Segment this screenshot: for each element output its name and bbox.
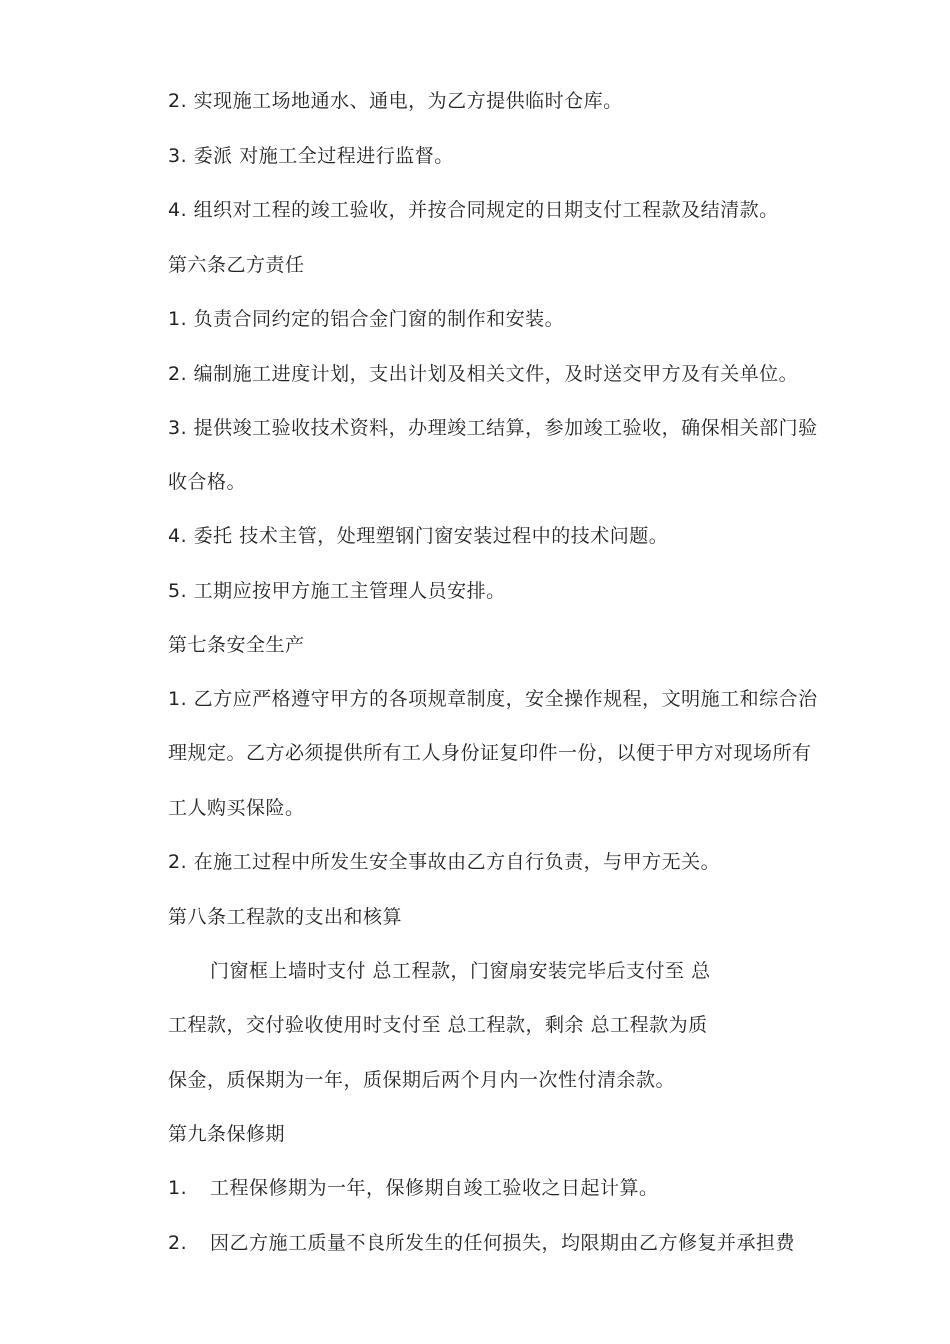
clause-7-heading: 第七条安全生产 — [168, 634, 305, 656]
clause-8-paragraph-line-2: 工程款，交付验收使用时支付至 总工程款，剩余 总工程款为质 — [168, 1014, 708, 1036]
clause-7-item-1-cont-1: 理规定。乙方必须提供所有工人身份证复印件一份，以便于甲方对现场所有 — [168, 742, 812, 764]
clause-6-item-5: 5. 工期应按甲方施工主管理人员安排。 — [168, 580, 506, 602]
clause-6-heading: 第六条乙方责任 — [168, 254, 305, 276]
clause-8-heading: 第八条工程款的支出和核算 — [168, 906, 403, 928]
clause-9-item-2 — [168, 1230, 795, 1256]
list-text: 工程保修期为一年，保修期自竣工验收之日起计算。 — [210, 1177, 659, 1199]
clause-7-item-1: 1. 乙方应严格遵守甲方的各项规章制度，安全操作规程，文明施工和综合治 — [168, 688, 818, 710]
clause-6-item-3-cont: 收合格。 — [168, 471, 247, 493]
clause-8-paragraph-line-1: 门窗框上墙时支付 总工程款，门窗扇安装完毕后支付至 总 — [210, 960, 711, 982]
clause-6-item-3: 3. 提供竣工验收技术资料，办理竣工结算，参加竣工验收，确保相关部门验 — [168, 417, 818, 439]
clause-7-item-2: 2. 在施工过程中所发生安全事故由乙方自行负责，与甲方无关。 — [168, 851, 721, 873]
list-text: 因乙方施工质量不良所发生的任何损失，均限期由乙方修复并承担费 — [210, 1232, 796, 1254]
clause-6-item-2: 2. 编制施工进度计划，支出计划及相关文件，及时送交甲方及有关单位。 — [168, 363, 799, 385]
list-number: 1. — [168, 1177, 188, 1199]
clause-5-item-2: 2. 实现施工场地通水、通电，为乙方提供临时仓库。 — [168, 90, 623, 112]
clause-9-item-1 — [168, 1175, 659, 1201]
clause-6-item-1: 1. 负责合同约定的铝合金门窗的制作和安装。 — [168, 308, 565, 330]
list-number: 2. — [168, 1232, 188, 1254]
clause-6-item-4: 4. 委托 技术主管，处理塑钢门窗安装过程中的技术问题。 — [168, 525, 669, 547]
clause-5-item-4: 4. 组织对工程的竣工验收，并按合同规定的日期支付工程款及结清款。 — [168, 199, 779, 221]
clause-5-item-3: 3. 委派 对施工全过程进行监督。 — [168, 145, 454, 167]
clause-9-heading: 第九条保修期 — [168, 1123, 286, 1145]
clause-7-item-1-cont-2: 工人购买保险。 — [168, 797, 305, 819]
clause-8-paragraph-line-3: 保金，质保期为一年，质保期后两个月内一次性付清余款。 — [168, 1069, 676, 1091]
